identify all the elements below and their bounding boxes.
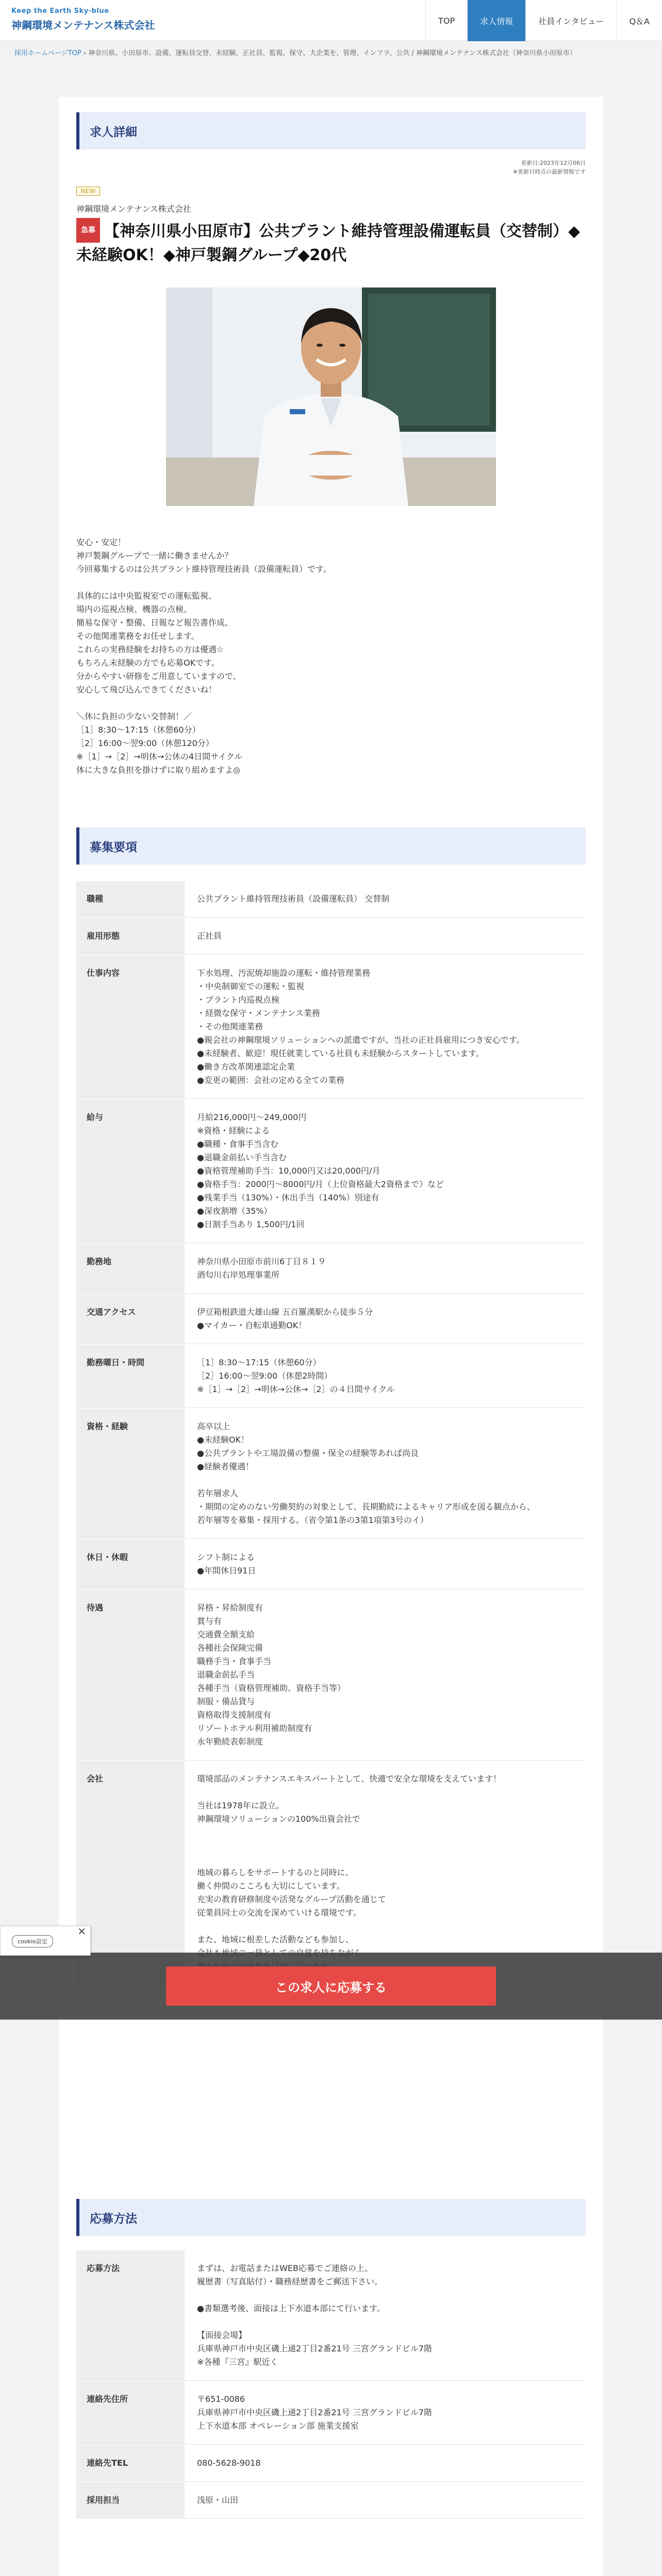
breadcrumb-current: › 神奈川県、小田原市、設備、運転員交替、未経験、正社員、監視、保守、大企業を、管理、インフラ、公共 / 神鋼環境メンテナンス株式会社（神奈川県小田原市）	[81, 49, 576, 57]
logo-tagline: Keep the Earth Sky-blue	[11, 7, 109, 15]
table-row	[76, 1539, 586, 1590]
row-value: 080-5628-9018	[185, 2445, 586, 2482]
table-row	[76, 1244, 586, 1294]
table-row	[76, 1409, 586, 1539]
job-detail-heading: 求人詳細	[76, 112, 586, 149]
job-detail-card	[59, 97, 603, 2576]
table-row	[76, 2250, 586, 2381]
job-title-text: 【神奈川県小田原市】公共プラント維持管理設備運転員（交替制）◆未経験OK！◆神戸製鋼グループ◆20代	[76, 222, 581, 264]
site-logo[interactable]	[11, 7, 155, 32]
job-description: 安心・安定！ 神戸製鋼グループで一緒に働きませんか？ 今回募集するのは公共プラント維持管理技術員（設備運転員）です。 具体的には中央監視室での運転監視、 場内の巡視点検、機器の点検、 簡易な保守・整備、日報など報告書作成、 その他関連業務をお任せします。 これらの実務経験をお持ちの方は優遇☆ もちろん未経験の方でも応募OKです。 分からやすい研修をご用意していますので、 安心して飛び込んできてくださいね！ ＼休に負担の少ない交替制！／ ［1］8:30〜17:15（休憩60分） ［2］16:00〜翌9:00（休憩120分） ※［1］→［2］→明休→公休の4日間サイクル 体に大きな負担を掛けずに取り組めますよ◎	[76, 537, 332, 775]
row-label: 応募方法	[76, 2250, 185, 2381]
nav-top[interactable]: TOP	[425, 0, 467, 41]
row-value: 高卒以上 ●未経験OK！ ●公共プラントや工場設備の整備・保全の経験等あれば尚良 ●経験者優遇！ 若年層求人 ・期間の定めのない労働契約の対象として、長期勤続によるキャリア形成を図る観点から、 若年層等を募集・採用する。（省令第1条の3第1項第3号のイ）	[185, 1409, 586, 1539]
table-row	[76, 1761, 586, 1986]
table-row	[76, 955, 586, 1099]
row-label: 休日・休暇	[76, 1539, 185, 1589]
row-label: 交通アクセス	[76, 1294, 185, 1344]
row-value: まずは、お電話またはWEB応募でご連絡の上、 履歴書（写真貼付）・職務経歴書をご郵送下さい。 ●書類選考後、面接は上下水道本部にて行います。 【面接会場】 兵庫県神戸市中央区磯上通2丁目2番21号 三宮グランドビル7階 ※各種『三宮』駅近く	[185, 2250, 586, 2381]
employee-photo	[166, 287, 496, 506]
nav-interview[interactable]: 社員インタビュー	[525, 0, 616, 41]
breadcrumb-home-link[interactable]: 採用ホームページTOP	[14, 49, 81, 57]
row-label: 勤務曜日・時間	[76, 1345, 185, 1408]
breadcrumb	[14, 48, 648, 59]
table-row	[76, 881, 586, 918]
site-header	[0, 0, 662, 41]
application-table	[76, 2250, 586, 2519]
urgent-badge: 急募	[76, 218, 100, 243]
table-row	[76, 2482, 586, 2519]
updated-date: 更新日:2023年12月06日	[521, 160, 586, 166]
logo-company-name: 神鋼環境メンテナンス株式会社	[11, 19, 155, 31]
job-title	[76, 219, 586, 267]
row-label: 職種	[76, 881, 185, 918]
cookie-settings-button[interactable]: cookie設定	[12, 1935, 53, 1947]
row-value: 伊豆箱根鉄道大雄山線 五百羅漢駅から徒歩５分 ●マイカー・自転車通勤OK！	[185, 1294, 586, 1344]
table-row	[76, 2381, 586, 2445]
row-label: 雇用形態	[76, 918, 185, 955]
table-row	[76, 1345, 586, 1409]
updated-note: ※更新日時点の最新情報です	[512, 168, 586, 175]
row-label: 給与	[76, 1099, 185, 1243]
close-icon[interactable]: ×	[77, 1925, 86, 1937]
row-value: ［1］8:30〜17:15（休憩60分） ［2］16:00〜翌9:00（休憩2時間） ※［1］→［2］→明休→公休→［2］の４日間サイクル	[185, 1345, 586, 1408]
floating-apply-bar	[0, 1953, 662, 2020]
row-value: 浅原・山田	[185, 2482, 586, 2519]
global-nav	[425, 0, 662, 41]
row-value: 環境部品のメンテナンスエキスパートとして、快適で安全な環境を支えています！ 当社は1978年に設立。 神鋼環境ソリューションの100%出資会社で 地域の暮らしをサポートするのと同時に、 働く仲間のこころも大切にしています。 充実の教育研修制度や活発なグループ活動を通じて 従業員同士の交流を深めていける環境です。 また、地域に根差した活動なども参加し、	[185, 1761, 586, 1985]
table-row	[76, 1294, 586, 1345]
nav-faq[interactable]: Q＆A	[616, 0, 662, 41]
row-value: シフト制による ●年間休日91日	[185, 1539, 586, 1589]
row-label: 仕事内容	[76, 955, 185, 1099]
floating-apply-button[interactable]: この求人に応募する	[166, 1967, 496, 2006]
row-value: 公共プラント維持管理技術員（設備運転員） 交替制	[185, 881, 586, 918]
row-label: 連絡先TEL	[76, 2445, 185, 2482]
row-label: 採用担当	[76, 2482, 185, 2519]
row-value: 神奈川県小田原市前川6丁目８１９ 酒匂川右岸処理事業所	[185, 1244, 586, 1294]
table-row	[76, 1099, 586, 1244]
row-value: 下水処理、汚泥焼却施設の運転・維持管理業務 ・中央制御室での運転・監視 ・プラント内巡視点検 ・経微な保守・メンテナンス業務 ・その他関連業務 ●親会社の神鋼環境ソリューションへの派遣ですが、当社の正社員雇用につき安心です。 ●未経験者、歓迎！現任就業している社員も未経験からスタートしています。 ●働き方改革関連認定企業 ●変更の範囲：会社の定める全ての業務	[185, 955, 586, 1099]
company-name: 神鋼環境メンテナンス株式会社	[76, 204, 191, 214]
row-label: 会社	[76, 1761, 185, 1985]
row-value: 〒651-0086 兵庫県神戸市中央区磯上通2丁目2番21号 三宮グランドビル7階 上下水道本部 オペレーション部 施業支援室	[185, 2381, 586, 2445]
table-row	[76, 2445, 586, 2482]
nav-jobs[interactable]: 求人情報	[467, 0, 525, 41]
row-value: 月給216,000円〜249,000円 ※資格・経験による ●職種・食事手当含む ●退職金前払い手当含む ●資格管理補助手当：10,000円又は20,000円/月 ●資格手当：2000円〜8000円/月（上位資格最大2資格まで）など ●残業手当（130%）・休出手当（140%）別途有 ●深夜割増（35%） ●日割手当あり 1,500円/1回	[185, 1099, 586, 1243]
application-heading: 応募方法	[76, 2199, 586, 2236]
row-label: 勤務地	[76, 1244, 185, 1294]
cookie-panel	[0, 1926, 91, 1956]
table-row	[76, 918, 586, 955]
row-label: 連絡先住所	[76, 2381, 185, 2445]
row-value: 正社員	[185, 918, 586, 955]
row-value: 昇格・昇給制度有 賞与有 交通費全額支給 各種社会保険完備 職務手当・食事手当 退職金前払手当 各種手当（資格管理補助、資格手当等） 制服・備品貸与 資格取得支援制度有 リゾートホテル利用補助制度有 永年勤続表彰制度	[185, 1590, 586, 1760]
requirements-table	[76, 881, 586, 1986]
requirements-heading: 募集要項	[76, 827, 586, 865]
row-label: 資格・経験	[76, 1409, 185, 1539]
update-info	[513, 159, 586, 176]
row-label: 待遇	[76, 1590, 185, 1760]
table-row	[76, 1590, 586, 1761]
new-badge: NEW	[76, 187, 100, 196]
